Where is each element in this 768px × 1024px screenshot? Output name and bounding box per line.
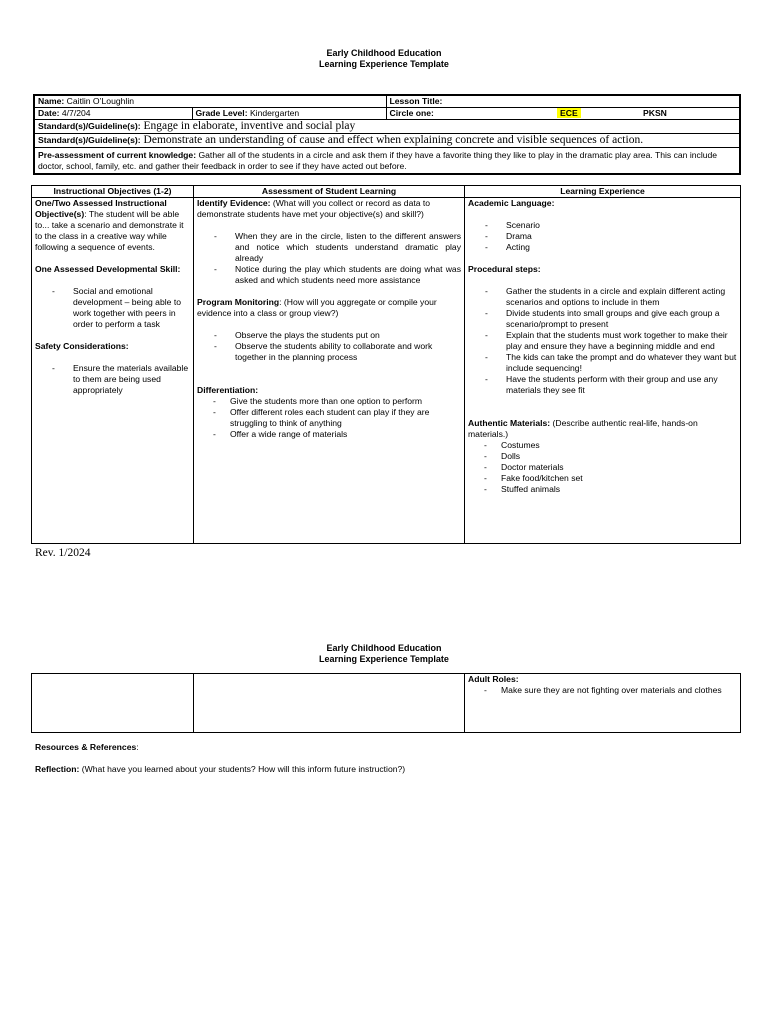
differentiation-label: Differentiation:	[197, 385, 259, 395]
list-item: - Explain that the students must work together to make their play and ensure they have a beginning middle and end	[468, 330, 737, 352]
column-headers	[32, 186, 741, 198]
adult-roles-list	[468, 685, 737, 696]
safety-list	[35, 363, 190, 396]
date-value: 4/7/204	[59, 108, 91, 118]
header-assessment: Assessment of Student Learning	[194, 186, 465, 198]
procedural-steps-label: Procedural steps:	[468, 264, 541, 274]
grade-cell[interactable]: Grade Level: Kindergarten	[192, 108, 386, 120]
adult-roles-cell[interactable]	[465, 674, 741, 733]
standard-cell-2[interactable]: Standard(s)/Guideline(s): Demonstrate an understanding of cause and effect when explaining concrete and visible sequences of action.	[34, 134, 740, 148]
learning-experience-cell[interactable]	[465, 198, 741, 544]
list-item: - Social and emotional development – being able to work together with peers in order to perform a task	[35, 286, 190, 330]
objective-block: One/Two Assessed Instructional Objective(s): The student will be able to... take a scenario and demonstrate it to the class in a creative way while following a sequence of events.	[35, 198, 184, 252]
list-item: - Offer a wide range of materials	[197, 429, 461, 440]
date-row	[34, 108, 740, 120]
list-item: - Have the students perform with their group and use any materials they see fit	[468, 374, 737, 396]
authentic-materials-block: Authentic Materials: (Describe authentic real-life, hands-on materials.)	[468, 418, 698, 439]
page2-table	[31, 673, 741, 733]
standard-row-1	[34, 120, 740, 134]
grade-value: Kindergarten	[247, 108, 300, 118]
list-item: - Give the students more than one option to perform	[197, 396, 461, 407]
list-item: - Gather the students in a circle and explain different acting scenarios and options to include in them	[468, 286, 737, 308]
lesson-plan-table	[31, 185, 741, 544]
circle-ece-option[interactable]: ECE	[557, 108, 581, 118]
list-item: - Make sure they are not fighting over materials and clothes	[468, 685, 737, 696]
page-subtitle: Learning Experience Template	[319, 59, 449, 69]
page2-subtitle: Learning Experience Template	[319, 654, 449, 664]
name-row	[34, 95, 740, 108]
differentiation-list	[197, 396, 461, 440]
list-item: - Fake food/kitchen set	[468, 473, 737, 484]
safety-label: Safety Considerations:	[35, 341, 129, 351]
monitoring-block: Program Monitoring: (How will you aggregate or compile your evidence into a class or group view?)	[197, 297, 437, 318]
preassessment-row	[34, 148, 740, 175]
list-item: - Scenario	[468, 220, 737, 231]
developmental-skill-label: One Assessed Developmental Skill:	[35, 264, 181, 274]
page2-title: Early Childhood Education	[326, 643, 442, 653]
content-row	[32, 198, 741, 544]
circle-pksn-option[interactable]: PKSN	[643, 108, 667, 118]
list-item: - Stuffed animals	[468, 484, 737, 495]
header-info-table	[33, 94, 741, 175]
academic-language-label: Academic Language:	[468, 198, 555, 208]
resources-references[interactable]: Resources & References:	[35, 742, 139, 752]
assessment-cell[interactable]	[194, 198, 465, 544]
monitoring-list	[197, 330, 461, 363]
list-item: - Acting	[468, 242, 737, 253]
reflection[interactable]: Reflection: (What have you learned about your students? How will this inform future instruction?)	[35, 764, 406, 774]
list-item: - Observe the students ability to collaborate and work together in the planning process	[197, 341, 461, 363]
page-title: Early Childhood Education	[326, 48, 442, 58]
list-item: - Divide students into small groups and give each group a scenario/prompt to present	[468, 308, 737, 330]
list-item: - When they are in the circle, listen to the different answers and notice which students understand dramatic play already	[197, 231, 461, 264]
list-item: - The kids can take the prompt and do whatever they want but include sequencing!	[468, 352, 737, 374]
objectives-cell[interactable]	[32, 198, 194, 544]
evidence-block: Identify Evidence: (What will you collect or record as data to demonstrate students have met your objective(s) and skill?)	[197, 198, 431, 219]
name-value: Caitlin O’Loughlin	[64, 96, 135, 106]
evidence-list	[197, 231, 461, 286]
revision-note: Rev. 1/2024	[35, 547, 91, 559]
list-item: - Offer different roles each student can play if they are struggling to think of anything	[197, 407, 461, 429]
list-item: - Ensure the materials available to them are being used appropriately	[35, 363, 190, 396]
lesson-title-cell[interactable]: Lesson Title:	[386, 95, 740, 108]
list-item: - Costumes	[468, 440, 737, 451]
header-learning-experience: Learning Experience	[465, 186, 741, 198]
date-cell[interactable]: Date: 4/7/204	[34, 108, 192, 120]
list-item: - Doctor materials	[468, 462, 737, 473]
academic-language-list	[468, 220, 737, 253]
name-cell[interactable]: Name: Caitlin O’Loughlin	[34, 95, 386, 108]
list-item: - Observe the plays the students put on	[197, 330, 461, 341]
standard-cell-1[interactable]: Standard(s)/Guideline(s): Engage in elaborate, inventive and social play	[34, 120, 740, 134]
developmental-skill-list	[35, 286, 190, 330]
page2-objectives-cell[interactable]	[32, 674, 194, 733]
list-item: - Dolls	[468, 451, 737, 462]
procedural-steps-list	[468, 286, 737, 396]
header-objectives: Instructional Objectives (1-2)	[32, 186, 194, 198]
preassessment-cell[interactable]: Pre-assessment of current knowledge: Gather all of the students in a circle and ask them if they have a favorite thing they like to play in the dramatic play area. This can include doctor, school, family, etc. and gather their feedback in order to see if they have acted out before.	[34, 148, 740, 175]
list-item: - Drama	[468, 231, 737, 242]
authentic-materials-list	[468, 440, 737, 495]
page2-row	[32, 674, 741, 733]
page2-assessment-cell[interactable]	[194, 674, 465, 733]
adult-roles-label: Adult Roles:	[468, 674, 519, 684]
list-item: - Notice during the play which students are doing what was asked and which students need more assistance	[197, 264, 461, 286]
standard-row-2	[34, 134, 740, 148]
circle-one-cell[interactable]: Circle one: ECE PKSN	[386, 108, 740, 120]
